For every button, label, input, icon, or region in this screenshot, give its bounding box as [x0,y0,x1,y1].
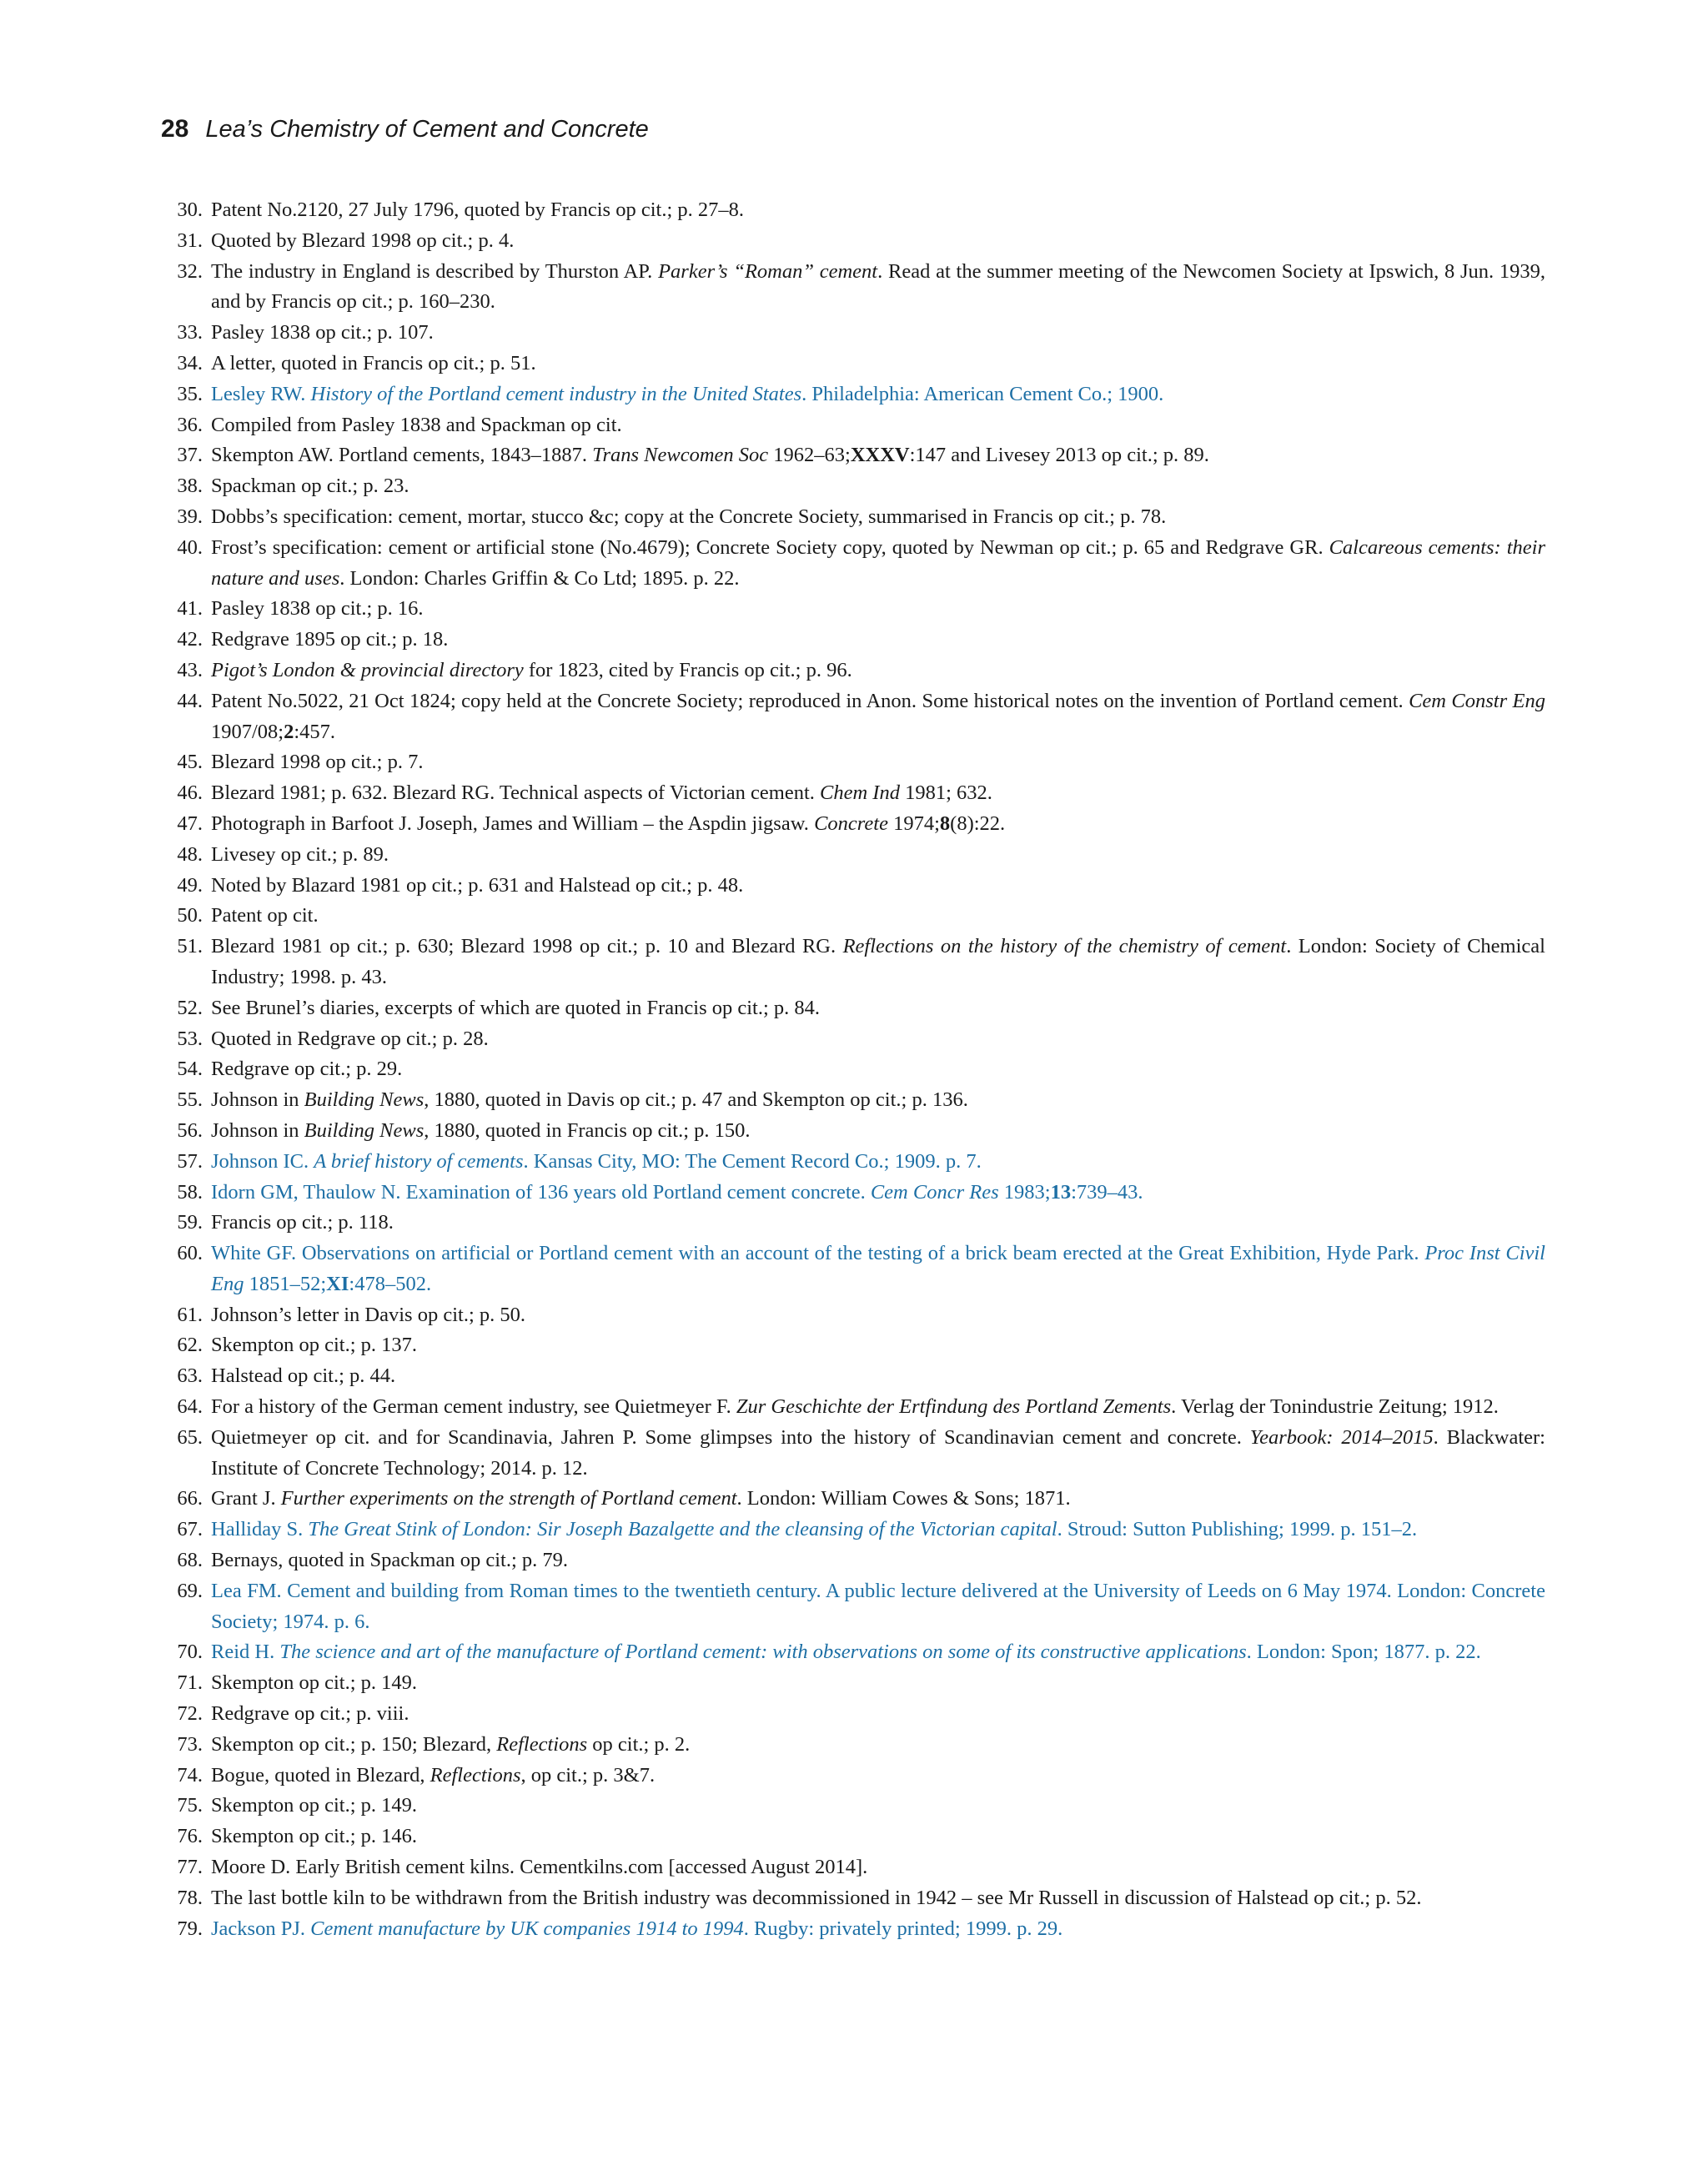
reference-item [161,1883,1545,1914]
text-segment: Pasley 1838 op cit.; p. 107. [211,321,434,344]
text-segment: Compiled from Pasley 1838 and Spackman op cit. [211,413,622,436]
italic-segment: Pigot’s London & provincial directory [211,658,524,681]
reference-number: 57. [177,1149,203,1173]
reference-text [211,1699,1545,1730]
reference-number: 79. [177,1917,203,1940]
italic-segment: Building News [304,1088,424,1112]
reference-item [161,1423,1545,1485]
reference-item [161,533,1545,595]
reference-text [211,1423,1545,1485]
italic-segment: Cement manufacture by UK companies 1914 to 1994 [310,1917,744,1940]
reference-number: 52. [177,996,203,1019]
reference-text [211,226,1545,257]
reference-number: 43. [177,658,203,681]
reference-number: 55. [177,1088,203,1112]
reference-text [211,1024,1545,1055]
text-segment: Skempton op cit.; p. 146. [211,1825,418,1848]
text-segment: See Brunel’s diaries, excerpts of which are quoted in Francis op cit.; p. 84. [211,996,821,1019]
text-segment: 1907/08; [211,720,284,743]
text-segment: Skempton op cit.; p. 149. [211,1794,418,1817]
text-segment: . London: Charles Griffin & Co Ltd; 1895. p. 22. [339,566,740,590]
italic-segment: Building News [304,1118,424,1142]
reference-number: 33. [177,321,203,344]
text-segment: Patent op cit. [211,904,319,927]
reference-number: 67. [177,1518,203,1541]
reference-item [161,502,1545,533]
reference-number: 48. [177,842,203,866]
reference-link-text[interactable] [211,379,1545,410]
italic-segment: Further experiments on the strength of Portland cement [280,1487,737,1510]
reference-number: 77. [177,1856,203,1879]
text-segment: Johnson’s letter in Davis op cit.; p. 50. [211,1303,525,1326]
reference-item [161,840,1545,871]
italic-segment: Proc Inst Civil Eng [211,1242,1545,1295]
text-segment: . Rugby: privately printed; 1999. p. 29. [743,1917,1063,1940]
bold-segment: 13 [1050,1180,1072,1204]
reference-item [161,1699,1545,1730]
text-segment: The last bottle kiln to be withdrawn from the British industry was decommissioned in 1942 – see Mr Russell in discussion of Halstead op cit.; p. 52. [211,1886,1422,1909]
reference-text [211,901,1545,932]
reference-number: 46. [177,781,203,805]
reference-text [211,1116,1545,1147]
reference-item [161,1484,1545,1515]
book-title: Lea’s Chemistry of Cement and Concrete [205,116,649,143]
reference-number: 60. [177,1242,203,1265]
reference-number: 54. [177,1058,203,1081]
text-segment: , op cit.; p. 3&7. [520,1763,656,1787]
bold-segment: XI [326,1272,349,1295]
reference-text [211,1822,1545,1852]
text-segment: :739–43. [1071,1180,1143,1204]
reference-text [211,686,1545,748]
reference-text [211,1085,1545,1116]
reference-number: 31. [177,229,203,252]
reference-number: 51. [177,935,203,958]
reference-item [161,1300,1545,1331]
text-segment: Quoted by Blezard 1998 op cit.; p. 4. [211,229,515,252]
text-segment: . Verlag der Tonindustrie Zeitung; 1912. [1171,1395,1499,1419]
reference-text [211,747,1545,778]
reference-text [211,1208,1545,1239]
text-segment: Skempton op cit.; p. 150; Blezard, [211,1732,497,1756]
text-segment: Patent No.5022, 21 Oct 1824; copy held at the Concrete Society; reproduced in Anon. Some historical notes on the invention of Portland cement. [211,689,1409,712]
reference-text [211,1883,1545,1914]
reference-number: 65. [177,1425,203,1449]
italic-segment: Chem Ind [820,781,900,805]
text-segment: Blezard 1981 op cit.; p. 630; Blezard 1998 op cit.; p. 10 and Blezard RG. [211,935,843,958]
reference-link-text[interactable] [211,1637,1545,1668]
reference-item [161,471,1545,502]
text-segment: Redgrave op cit.; p. viii. [211,1702,409,1726]
reference-number: 66. [177,1487,203,1510]
reference-text [211,1054,1545,1085]
text-segment: 1962–63; [768,444,851,467]
reference-number: 76. [177,1825,203,1848]
reference-item [161,349,1545,379]
text-segment: White GF. Observations on artificial or Portland cement with an account of the testing of a brick beam erected at the Great Exhibition, Hyde Park. [211,1242,1425,1265]
text-segment: :478–502. [349,1272,432,1295]
italic-segment: A brief history of cements [314,1149,524,1173]
reference-number: 37. [177,444,203,467]
reference-item [161,1822,1545,1852]
reference-item [161,1330,1545,1361]
text-segment: The industry in England is described by Thurston AP. [211,259,659,283]
text-segment: Patent No.2120, 27 July 1796, quoted by Francis op cit.; p. 27–8. [211,199,744,221]
reference-item[interactable] [161,1637,1545,1668]
text-segment: . Read at the summer meeting of the Newcomen Society at Ipswich, 8 Jun. 1939, and by Francis op cit.; p. 160–230. [211,259,1546,314]
reference-number: 58. [177,1180,203,1204]
reference-number: 70. [177,1641,203,1664]
text-segment: for 1823, cited by Francis op cit.; p. 96. [523,658,852,681]
reference-number: 35. [177,382,203,405]
reference-item [161,1761,1545,1792]
reference-number: 30. [177,199,203,221]
reference-number: 68. [177,1549,203,1572]
reference-text [211,993,1545,1024]
reference-item[interactable] [161,1239,1545,1300]
text-segment: . London: William Cowes & Sons; 1871. [736,1487,1071,1510]
reference-text [211,1791,1545,1822]
reference-item [161,1085,1545,1116]
italic-segment: Cem Constr Eng [1409,689,1546,712]
text-segment: Skempton AW. Portland cements, 1843–1887. [211,444,593,467]
text-segment: 1974; [887,812,940,835]
text-segment: Halstead op cit.; p. 44. [211,1364,396,1388]
running-header [161,115,649,143]
reference-item [161,809,1545,840]
reference-item [161,594,1545,625]
reference-text [211,625,1545,656]
text-segment: Johnson IC. [211,1149,314,1173]
reference-item [161,1791,1545,1822]
reference-text [211,349,1545,379]
text-segment: 1983; [998,1180,1051,1204]
reference-text [211,195,1545,226]
reference-text [211,257,1545,319]
text-segment: :457. [294,720,336,743]
reference-item [161,747,1545,778]
reference-item [161,1208,1545,1239]
reference-number: 75. [177,1794,203,1817]
reference-text [211,318,1545,349]
italic-segment: Reflections [496,1732,588,1756]
reference-item [161,871,1545,902]
text-segment: , 1880, quoted in Francis op cit.; p. 150. [424,1118,751,1142]
reference-text [211,440,1545,471]
reference-text [211,471,1545,502]
reference-item [161,686,1545,748]
reference-item [161,1024,1545,1055]
reference-item [161,226,1545,257]
text-segment: Dobbs’s specification: cement, mortar, stucco &c; copy at the Concrete Society, summarised in Francis op cit.; p. 78. [211,505,1167,528]
reference-item [161,410,1545,441]
reference-item [161,1545,1545,1576]
reference-item [161,1852,1545,1883]
text-segment: Pasley 1838 op cit.; p. 16. [211,597,424,621]
reference-item[interactable] [161,1178,1545,1209]
reference-number: 44. [177,689,203,712]
text-segment: . Kansas City, MO: The Cement Record Co.; 1909. p. 7. [523,1149,982,1173]
reference-item [161,1116,1545,1147]
text-segment: Blezard 1981; p. 632. Blezard RG. Technical aspects of Victorian cement. [211,781,820,805]
reference-number: 42. [177,628,203,651]
text-segment: (8):22. [950,812,1006,835]
reference-item [161,932,1545,993]
italic-segment: The science and art of the manufacture of Portland cement: with observations on some of its constructive applications [279,1641,1247,1664]
reference-number: 56. [177,1118,203,1142]
reference-number: 40. [177,535,203,559]
text-segment: , 1880, quoted in Davis op cit.; p. 47 and Skempton op cit.; p. 136. [424,1088,968,1112]
text-segment: 1981; 632. [899,781,992,805]
text-segment: For a history of the German cement industry, see Quietmeyer F. [211,1395,736,1419]
reference-number: 36. [177,413,203,436]
reference-link-text[interactable] [211,1147,1545,1178]
reference-item[interactable] [161,1914,1545,1945]
reference-number: 47. [177,812,203,835]
reference-number: 64. [177,1395,203,1419]
italic-segment: Cem Concr Res [870,1180,999,1204]
reference-text [211,840,1545,871]
reference-number: 38. [177,475,203,498]
reference-item [161,656,1545,686]
reference-number: 41. [177,597,203,621]
text-segment: Quietmeyer op cit. and for Scandinavia, Jahren P. Some glimpses into the history of Scandinavian cement and concrete. [211,1425,1250,1449]
text-segment: :147 and Livesey 2013 op cit.; p. 89. [909,444,1209,467]
reference-number: 49. [177,873,203,897]
reference-item[interactable] [161,1576,1545,1638]
reference-item[interactable] [161,1515,1545,1545]
text-segment: . Philadelphia: American Cement Co.; 1900. [801,382,1164,405]
text-segment: Blezard 1998 op cit.; p. 7. [211,751,424,774]
reference-item [161,318,1545,349]
text-segment: Redgrave op cit.; p. 29. [211,1058,403,1081]
text-segment: Johnson in [211,1088,304,1112]
text-segment: Frost’s specification: cement or artificial stone (No.4679); Concrete Society copy, quoted by Newman op cit.; p. 65 and Redgrave GR. [211,535,1329,559]
reference-number: 32. [177,259,203,283]
reference-link-text[interactable] [211,1914,1545,1945]
reference-item [161,1392,1545,1423]
text-segment: Lesley RW. [211,382,311,405]
italic-segment: Zur Geschichte der Ertfindung des Portland Zements [736,1395,1172,1419]
reference-link-text[interactable] [211,1576,1545,1638]
reference-text [211,809,1545,840]
reference-item [161,257,1545,319]
text-segment: Skempton op cit.; p. 149. [211,1671,418,1695]
text-segment: Bernays, quoted in Spackman op cit.; p. 79. [211,1549,568,1572]
reference-item [161,901,1545,932]
text-segment: Jackson PJ. [211,1917,311,1940]
italic-segment: The Great Stink of London: Sir Joseph Bazalgette and the cleansing of the Victorian capital [308,1518,1057,1541]
italic-segment: Reflections on the history of the chemistry of cement [842,935,1287,958]
reference-item [161,1361,1545,1392]
text-segment: Redgrave 1895 op cit.; p. 18. [211,628,449,651]
reference-number: 50. [177,904,203,927]
reference-number: 72. [177,1702,203,1726]
text-segment: Moore D. Early British cement kilns. Cementkilns.com [accessed August 2014]. [211,1856,868,1879]
reference-number: 62. [177,1334,203,1357]
reference-text [211,1761,1545,1792]
reference-number: 63. [177,1364,203,1388]
text-segment: . Blackwater: Institute of Concrete Technology; 2014. p. 12. [211,1425,1545,1480]
italic-segment: Trans Newcomen Soc [592,444,769,467]
bold-segment: 8 [939,812,951,835]
reference-link-text[interactable] [211,1239,1545,1300]
reference-number: 74. [177,1763,203,1787]
italic-segment: Concrete [814,812,888,835]
reference-number: 78. [177,1886,203,1909]
reference-text [211,871,1545,902]
text-segment: Johnson in [211,1118,304,1142]
text-segment: Photograph in Barfoot J. Joseph, James and William – the Aspdin jigsaw. [211,812,815,835]
text-segment: . London: Spon; 1877. p. 22. [1246,1641,1481,1664]
text-segment: Quoted in Redgrave op cit.; p. 28. [211,1027,489,1050]
reference-link-text[interactable] [211,1178,1545,1209]
reference-item[interactable] [161,1147,1545,1178]
reference-item [161,778,1545,809]
reference-text [211,1330,1545,1361]
reference-item [161,1668,1545,1699]
reference-number: 71. [177,1671,203,1695]
reference-text [211,533,1545,595]
reference-text [211,1668,1545,1699]
reference-text [211,1852,1545,1883]
reference-text [211,502,1545,533]
italic-segment: Calcareous cements: their nature and uses [211,535,1545,590]
text-segment: . London: Society of Chemical Industry; 1998. p. 43. [211,935,1545,988]
text-segment: . Stroud: Sutton Publishing; 1999. p. 151–2. [1057,1518,1418,1541]
text-segment: Idorn GM, Thaulow N. Examination of 136 years old Portland cement concrete. [211,1180,871,1204]
italic-segment: History of the Portland cement industry in the United States [310,382,802,405]
reference-item[interactable] [161,379,1545,410]
reference-item [161,195,1545,226]
reference-number: 53. [177,1027,203,1050]
reference-list [161,195,1545,1944]
reference-text [211,1361,1545,1392]
text-segment: Bogue, quoted in Blezard, [211,1763,430,1787]
reference-text [211,1392,1545,1423]
reference-number: 34. [177,351,203,374]
text-segment: Halliday S. [211,1518,309,1541]
reference-item [161,1054,1545,1085]
text-segment: op cit.; p. 2. [587,1732,691,1756]
italic-segment: Yearbook: 2014–2015 [1249,1425,1434,1449]
bold-segment: 2 [284,720,294,743]
bold-segment: XXXV [850,444,910,467]
text-segment: Skempton op cit.; p. 137. [211,1334,418,1357]
text-segment: A letter, quoted in Francis op cit.; p. 51. [211,351,536,374]
reference-text [211,594,1545,625]
italic-segment: Parker’s “Roman” cement [658,259,878,283]
text-segment: Lea FM. Cement and building from Roman times to the twentieth century. A public lecture delivered at the University of Leeds on 6 May 1974. London: Concrete Society; 1974. p. 6. [211,1579,1545,1633]
reference-number: 59. [177,1211,203,1234]
text-segment: Francis op cit.; p. 118. [211,1211,394,1234]
text-segment: Reid H. [211,1641,280,1664]
text-segment: Noted by Blazard 1981 op cit.; p. 631 and Halstead op cit.; p. 48. [211,873,744,897]
reference-number: 73. [177,1732,203,1756]
reference-text [211,1545,1545,1576]
page-number: 28 [161,115,189,143]
reference-number: 45. [177,751,203,774]
text-segment: Livesey op cit.; p. 89. [211,842,389,866]
reference-text [211,410,1545,441]
reference-number: 39. [177,505,203,528]
reference-number: 61. [177,1303,203,1326]
reference-text [211,778,1545,809]
reference-link-text[interactable] [211,1515,1545,1545]
reference-item [161,1730,1545,1761]
reference-number: 69. [177,1579,203,1602]
reference-item [161,993,1545,1024]
reference-text [211,1300,1545,1331]
text-segment: 1851–52; [244,1272,327,1295]
reference-text [211,1730,1545,1761]
italic-segment: Reflections [430,1763,521,1787]
reference-text [211,932,1545,993]
reference-item [161,440,1545,471]
reference-item [161,625,1545,656]
reference-text [211,656,1545,686]
text-segment: Spackman op cit.; p. 23. [211,475,409,498]
text-segment: Grant J. [211,1487,281,1510]
reference-text [211,1484,1545,1515]
